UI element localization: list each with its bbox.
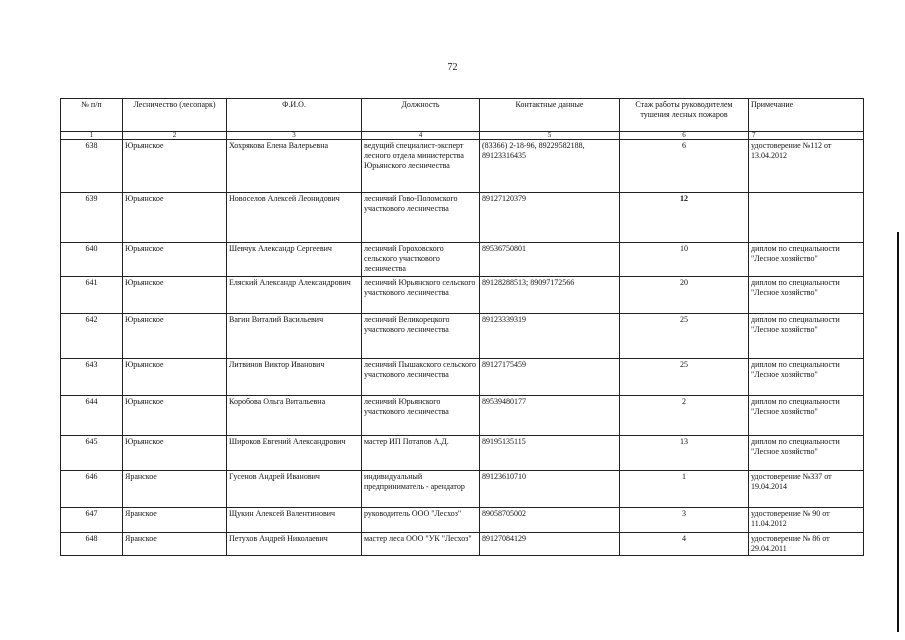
- column-number-row: [61, 132, 864, 140]
- experience-cell: 3: [620, 508, 749, 533]
- forestry-cell: Юрьянское: [123, 359, 227, 396]
- row-number: 648: [61, 533, 123, 556]
- header-number: № п/п: [61, 99, 123, 132]
- contacts-cell: 89058705002: [480, 508, 620, 533]
- name-cell: Щукин Алексей Валентинович: [227, 508, 362, 533]
- header-position: Должность: [362, 99, 480, 132]
- contacts-cell: 89127175459: [480, 359, 620, 396]
- position-cell: мастер леса ООО "УК "Лесхоз": [362, 533, 480, 556]
- note-cell: диплом по специальности "Лесное хозяйство": [749, 359, 864, 396]
- experience-cell: 2: [620, 396, 749, 436]
- header-forestry: Лесничество (лесопарк): [123, 99, 227, 132]
- name-cell: Коробова Ольга Витальевна: [227, 396, 362, 436]
- experience-cell: 25: [620, 359, 749, 396]
- forestry-cell: Юрьянское: [123, 314, 227, 359]
- position-cell: мастер ИП Потапов А.Д.: [362, 436, 480, 471]
- table-row: [61, 314, 864, 359]
- note-cell: удостоверение №112 от 13.04.2012: [749, 140, 864, 193]
- col-number: 5: [480, 132, 620, 140]
- position-cell: руководитель ООО "Лесхоз": [362, 508, 480, 533]
- header-contacts: Контактные данные: [480, 99, 620, 132]
- row-number: 638: [61, 140, 123, 193]
- note-cell: диплом по специальности "Лесное хозяйство": [749, 314, 864, 359]
- forestry-cell: Юрьянское: [123, 436, 227, 471]
- contacts-cell: 89123610710: [480, 471, 620, 508]
- row-number: 644: [61, 396, 123, 436]
- contacts-cell: 89539480177: [480, 396, 620, 436]
- header-note: Примечание: [749, 99, 864, 132]
- table-row: [61, 243, 864, 277]
- experience-cell: 1: [620, 471, 749, 508]
- position-cell: лесничий Пышакского сельского участкового лесничества: [362, 359, 480, 396]
- scan-edge-line: [897, 232, 899, 632]
- contacts-cell: 89536750801: [480, 243, 620, 277]
- forestry-cell: Яранское: [123, 533, 227, 556]
- name-cell: Новоселов Алексей Леонидович: [227, 193, 362, 243]
- forestry-cell: Яранское: [123, 508, 227, 533]
- position-cell: ведущий специалист-эксперт лесного отдела министерства Юрьянского лесничества: [362, 140, 480, 193]
- note-cell: диплом по специальности "Лесное хозяйство": [749, 277, 864, 314]
- experience-cell: 12: [620, 193, 749, 243]
- row-number: 646: [61, 471, 123, 508]
- contacts-cell: 89128288513; 89097172566: [480, 277, 620, 314]
- position-cell: лесничий Великорецкого участкового лесничества: [362, 314, 480, 359]
- table-row: [61, 277, 864, 314]
- table-row: [61, 533, 864, 556]
- row-number: 640: [61, 243, 123, 277]
- note-cell: диплом по специальности "Лесное хозяйство": [749, 243, 864, 277]
- table-row: [61, 436, 864, 471]
- contacts-cell: 89195135115: [480, 436, 620, 471]
- contacts-cell: 89123339319: [480, 314, 620, 359]
- page-number: 72: [447, 62, 458, 73]
- col-number: 6: [620, 132, 749, 140]
- note-cell: удостоверение № 86 от 29.04.2011: [749, 533, 864, 556]
- position-cell: лесничий Юрьянского сельского участкового лесничества: [362, 277, 480, 314]
- table-row: [61, 359, 864, 396]
- name-cell: Гусенов Андрей Иванович: [227, 471, 362, 508]
- table-row: [61, 193, 864, 243]
- row-number: 643: [61, 359, 123, 396]
- forestry-cell: Юрьянское: [123, 193, 227, 243]
- row-number: 647: [61, 508, 123, 533]
- table-row: [61, 140, 864, 193]
- position-cell: лесничий Гово-Поломского участкового лесничества: [362, 193, 480, 243]
- col-number: 7: [749, 132, 864, 140]
- contacts-cell: (83366) 2-18-96, 89229582188, 89123316435: [480, 140, 620, 193]
- forestry-cell: Яранское: [123, 471, 227, 508]
- table-row: [61, 508, 864, 533]
- table-row: [61, 396, 864, 436]
- note-cell: [749, 193, 864, 243]
- col-number: 3: [227, 132, 362, 140]
- header-name: Ф.И.О.: [227, 99, 362, 132]
- row-number: 645: [61, 436, 123, 471]
- forestry-cell: Юрьянское: [123, 243, 227, 277]
- experience-cell: 13: [620, 436, 749, 471]
- name-cell: Шевчук Александр Сергеевич: [227, 243, 362, 277]
- header-experience: Стаж работы руководителем тушения лесных пожаров: [620, 99, 749, 132]
- col-number: 1: [61, 132, 123, 140]
- experience-cell: 6: [620, 140, 749, 193]
- name-cell: Вагин Виталий Васильевич: [227, 314, 362, 359]
- experience-cell: 20: [620, 277, 749, 314]
- col-number: 4: [362, 132, 480, 140]
- note-cell: диплом по специальности "Лесное хозяйство": [749, 396, 864, 436]
- note-cell: диплом по специальности "Лесное хозяйство": [749, 436, 864, 471]
- contacts-cell: 89127084129: [480, 533, 620, 556]
- contacts-cell: 89127120379: [480, 193, 620, 243]
- forestry-cell: Юрьянское: [123, 396, 227, 436]
- name-cell: Петухов Андрей Николаевич: [227, 533, 362, 556]
- forestry-cell: Юрьянское: [123, 277, 227, 314]
- table-header-row: [61, 99, 864, 132]
- position-cell: лесничий Гороховского сельского участкового лесничества: [362, 243, 480, 277]
- row-number: 639: [61, 193, 123, 243]
- experience-cell: 4: [620, 533, 749, 556]
- position-cell: лесничий Юрьянского участкового лесничества: [362, 396, 480, 436]
- name-cell: Широков Евгений Александрович: [227, 436, 362, 471]
- name-cell: Хохрякова Елена Валерьевна: [227, 140, 362, 193]
- row-number: 641: [61, 277, 123, 314]
- note-cell: удостоверение №337 от 19.04.2014: [749, 471, 864, 508]
- position-cell: индивидуальный предприниматель - арендатор: [362, 471, 480, 508]
- forestry-staff-table: [60, 98, 864, 556]
- table-row: [61, 471, 864, 508]
- name-cell: Литвинов Виктор Иванович: [227, 359, 362, 396]
- row-number: 642: [61, 314, 123, 359]
- experience-cell: 25: [620, 314, 749, 359]
- forestry-cell: Юрьянское: [123, 140, 227, 193]
- experience-cell: 10: [620, 243, 749, 277]
- note-cell: удостоверение № 90 от 11.04.2012: [749, 508, 864, 533]
- name-cell: Еляский Александр Александрович: [227, 277, 362, 314]
- col-number: 2: [123, 132, 227, 140]
